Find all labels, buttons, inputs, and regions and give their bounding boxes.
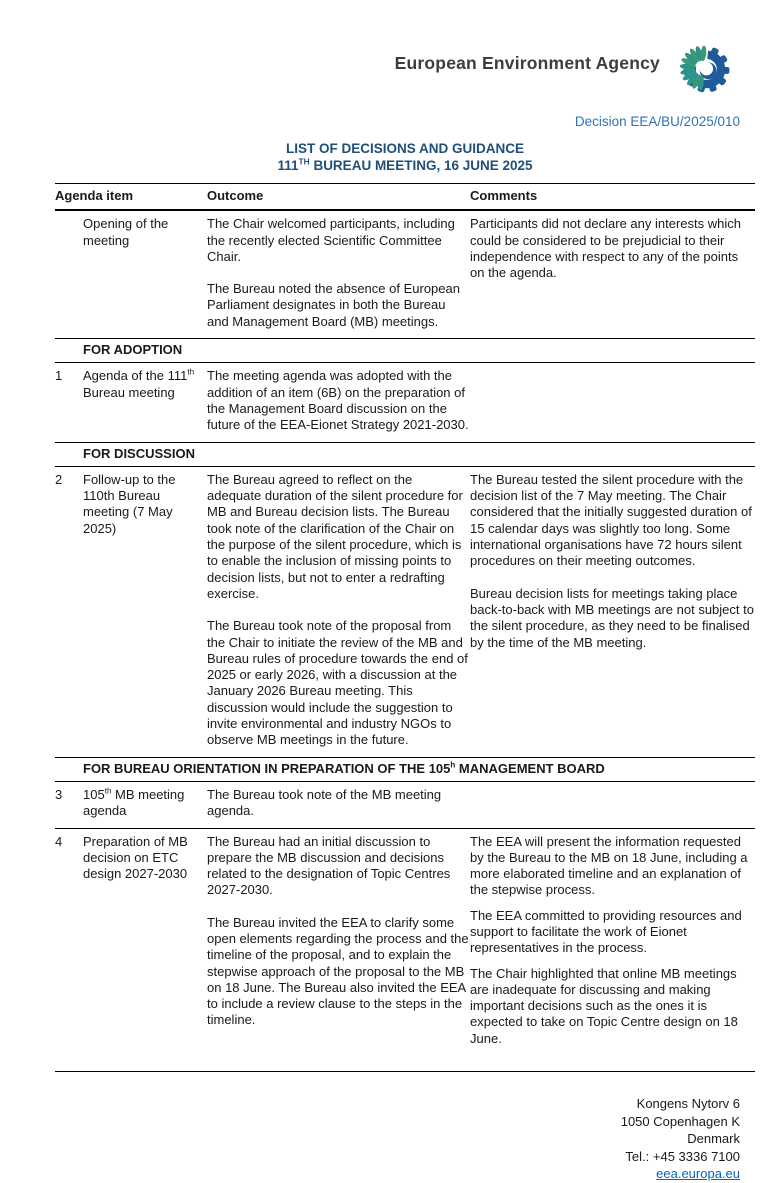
item-number: 2 bbox=[55, 471, 63, 487]
decision-reference: Decision EEA/BU/2025/010 bbox=[574, 114, 740, 129]
agenda-item-title: Follow-up to the 110th Bureau meeting (7 May 2025) bbox=[83, 471, 176, 536]
outcome-paragraph: The Bureau had an initial discussion to prepare the MB discussion and decisions related to the designation of Topic Centres 2027-2030. bbox=[207, 833, 451, 898]
agenda-item-row bbox=[55, 828, 755, 1072]
agenda-item-title: 105th MB meeting agenda bbox=[83, 786, 185, 819]
section-header-row bbox=[55, 757, 755, 781]
document-title bbox=[55, 140, 755, 174]
decisions-table-body bbox=[55, 210, 755, 1071]
agenda-item-row bbox=[55, 466, 755, 757]
column-header-agenda-item: Agenda item bbox=[55, 188, 134, 203]
phone-line: Tel.: +45 3336 7100 bbox=[625, 1148, 740, 1164]
comment-paragraph: Participants did not declare any interests which could be considered to be prejudicial to their independence with respect to any of the points on the agenda. bbox=[470, 216, 741, 281]
document-title-line-2: 111TH BUREAU MEETING, 16 JUNE 2025 bbox=[277, 156, 533, 173]
outcome-paragraph: The Bureau took note of the proposal from the Chair to initiate the review of the MB and Bureau rules of procedure towards the end of 2025 or early 2026, with a discussion at the January 2026 Bureau meeting. This discussion would include the suggestion to invite environmental and industry NGOs to observe MB meetings in the future. bbox=[207, 618, 468, 748]
agenda-item-row bbox=[55, 363, 755, 442]
outcome-paragraph: The Bureau noted the absence of European Parliament designates in both the Bureau and Management Board (MB) meetings. bbox=[207, 281, 460, 329]
address-line: Denmark bbox=[687, 1131, 740, 1147]
table-header-row bbox=[55, 184, 755, 211]
website-link[interactable]: eea.europa.eu bbox=[656, 1166, 740, 1182]
outcome-cell bbox=[207, 781, 470, 828]
section-header-row bbox=[55, 339, 755, 363]
section-spacer-cell bbox=[55, 757, 83, 781]
address-line: Kongens Nytorv 6 bbox=[636, 1096, 740, 1112]
comments-cell bbox=[470, 210, 755, 338]
column-header-comments: Comments bbox=[470, 188, 538, 203]
header-brand bbox=[55, 33, 740, 103]
item-number: 3 bbox=[55, 786, 63, 802]
section-label: FOR BUREAU ORIENTATION IN PREPARATION OF THE 105$^h$ MANAGEMENT BOARD bbox=[83, 760, 605, 776]
item-number: 4 bbox=[55, 833, 63, 849]
document-title-line-1: LIST OF DECISIONS AND GUIDANCE bbox=[285, 141, 524, 156]
comment-paragraph: The EEA will present the information requested by the Bureau to the MB on 18 June, including a more elaborated timeline and an explanation of the stepwise process. bbox=[470, 833, 748, 898]
comment-paragraph: Bureau decision lists for meetings taking place back-to-back with MB meetings are not subject to the silent procedure, as they need to be finalised by the time of the MB meeting. bbox=[470, 585, 754, 650]
comments-cell bbox=[470, 781, 755, 828]
address-line: 1050 Copenhagen K bbox=[620, 1113, 740, 1129]
org-name: European Environment Agency bbox=[394, 52, 660, 73]
section-label: FOR DISCUSSION bbox=[83, 445, 195, 461]
comments-cell bbox=[470, 828, 755, 1072]
decisions-table bbox=[55, 183, 755, 1072]
section-spacer-cell bbox=[55, 442, 83, 466]
outcome-cell bbox=[207, 466, 470, 757]
outcome-paragraph: The Bureau took note of the MB meeting agenda. bbox=[207, 786, 442, 819]
outcome-paragraph: The Bureau invited the EEA to clarify some open elements regarding the process and the timeline of the proposal, and to explain the stepwise approach of the proposal to the MB on 18 June. The Bureau also invited the EEA to include a review clause to the steps in the timeline. bbox=[207, 914, 469, 1028]
footer-address-block bbox=[55, 1095, 740, 1183]
section-spacer-cell bbox=[55, 339, 83, 363]
outcome-cell bbox=[207, 828, 470, 1072]
column-header-outcome: Outcome bbox=[207, 188, 264, 203]
outcome-paragraph: The Bureau agreed to reflect on the adequate duration of the silent procedure for MB and Bureau decision lists. The Bureau took note of the clarification of the Chair on the purpose of the silent procedure, which is to enable the inclusion of missing points to decision lists, but not to enter a redrafting exercise. bbox=[207, 471, 463, 601]
comment-paragraph: The Chair highlighted that online MB meetings are inadequate for discussing and making important decisions such as the ones it is expected to take on Topic Centre design on 18 June. bbox=[470, 965, 738, 1046]
comment-paragraph: The Bureau tested the silent procedure with the decision list of the 7 May meeting. The Chair considered that the initially suggested duration of 15 calendar days was slightly too long. Some international organisations have 72 hours silent procedures on their meeting outcomes. bbox=[470, 471, 752, 569]
eea-flower-gear-logo-icon bbox=[670, 33, 740, 103]
comments-cell bbox=[470, 363, 755, 442]
agenda-item-title: Agenda of the 111th Bureau meeting bbox=[83, 368, 195, 400]
section-label: FOR ADOPTION bbox=[83, 342, 183, 358]
agenda-item-title: Opening of the meeting bbox=[83, 216, 169, 248]
outcome-cell bbox=[207, 210, 470, 338]
agenda-item-row bbox=[55, 210, 755, 338]
section-header-row bbox=[55, 442, 755, 466]
outcome-paragraph: The meeting agenda was adopted with the addition of an item (6B) on the preparation of the Management Board discussion on the future of the EEA-Eionet Strategy 2021-2030. bbox=[207, 368, 469, 433]
item-number bbox=[55, 210, 83, 338]
outcome-cell bbox=[207, 363, 470, 442]
comment-paragraph: The EEA committed to providing resources and support to facilitate the work of Eionet representatives in the process. bbox=[470, 907, 742, 956]
outcome-paragraph: The Chair welcomed participants, including the recently elected Scientific Committee Chair. bbox=[207, 216, 455, 264]
agenda-item-row bbox=[55, 781, 755, 828]
comments-cell bbox=[470, 466, 755, 757]
agenda-item-title: Preparation of MB decision on ETC design 2027-2030 bbox=[83, 833, 188, 882]
item-number: 1 bbox=[55, 368, 63, 384]
